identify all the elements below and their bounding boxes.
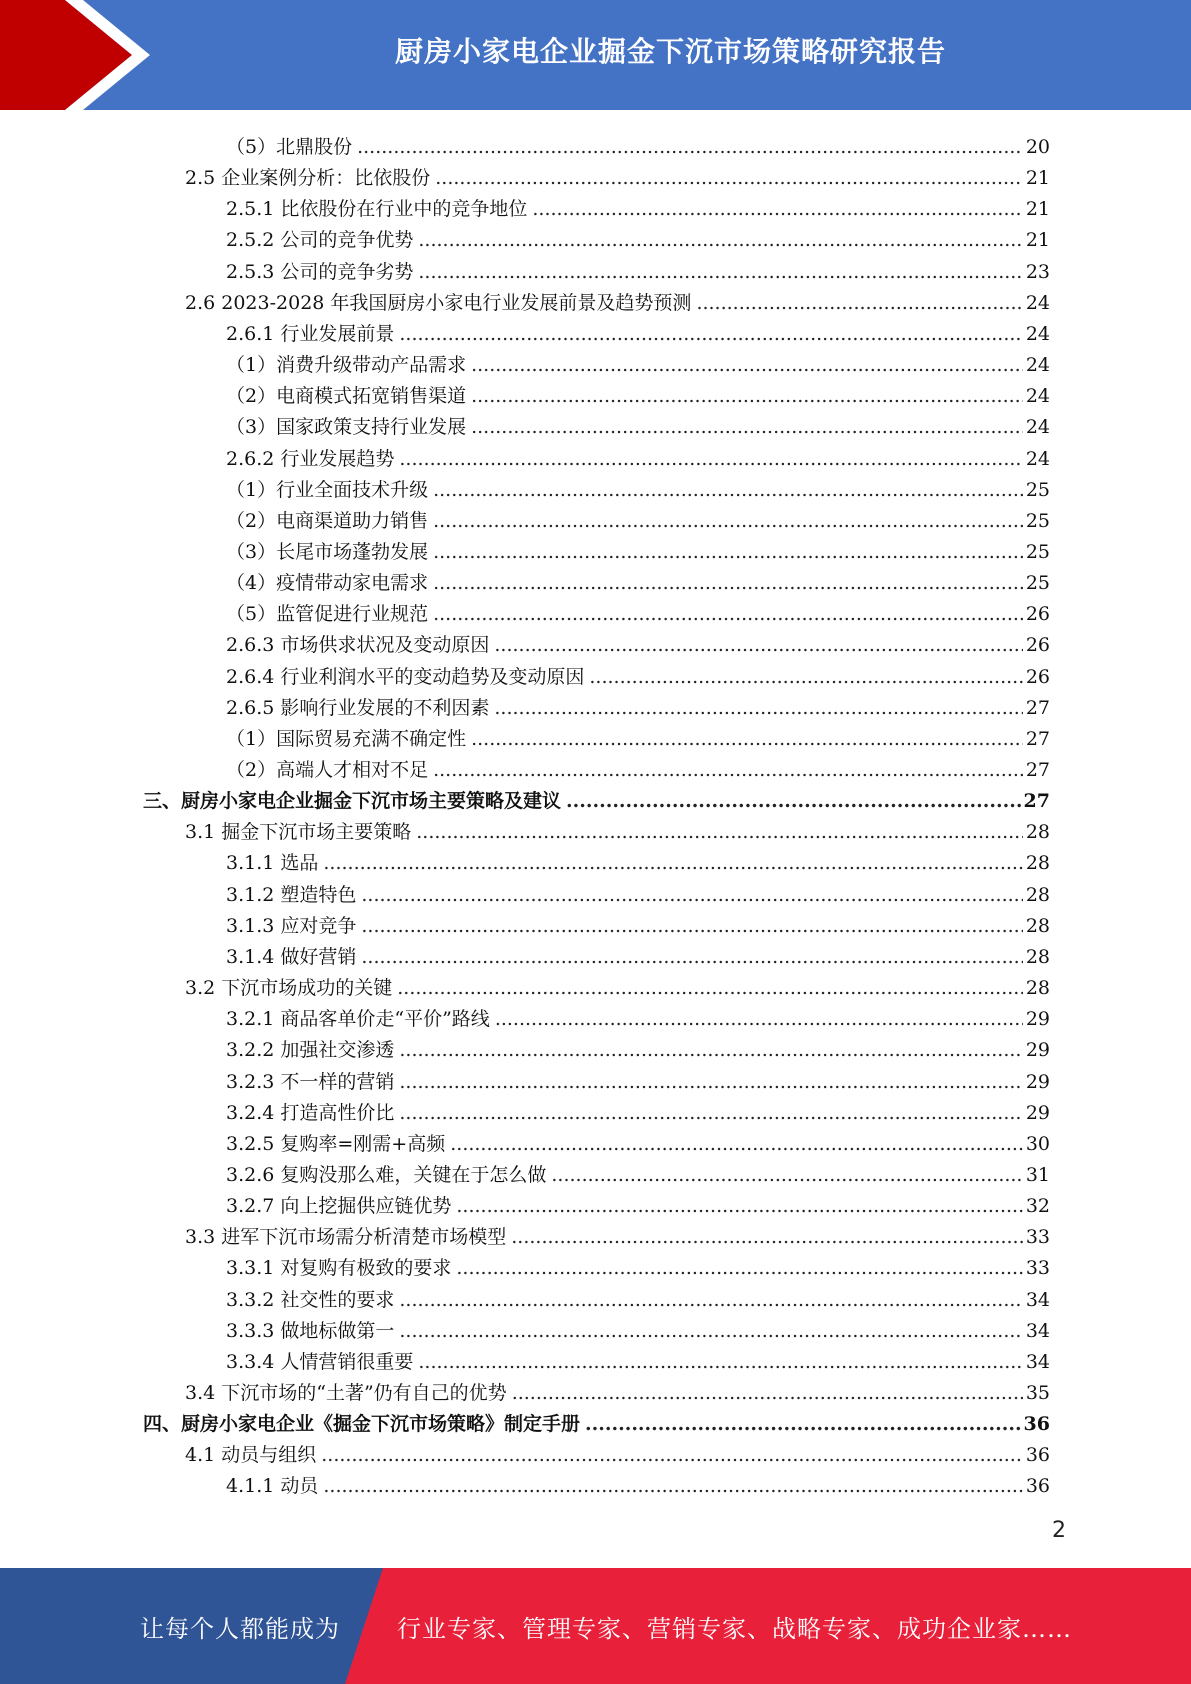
toc-leader-dots [494,696,1022,720]
toc-entry-page: 24 [1025,385,1050,408]
toc-leader-dots [361,914,1022,938]
toc-entry[interactable] [226,938,1050,969]
footer-slogan: 让每个人都能成为 [140,1614,340,1643]
toc-entry[interactable] [143,782,1050,813]
toc-leader-dots [399,322,1022,346]
toc-entry-title: （4）疫情带动家电需求 [226,572,429,595]
toc-entry-title: 2.5.3 公司的竞争劣势 [226,260,414,283]
toc-entry[interactable] [226,1281,1050,1312]
toc-entry-title: （1）国际贸易充满不确定性 [226,727,467,750]
toc-entry-page: 36 [1025,1444,1050,1467]
toc-leader-dots [512,1381,1023,1405]
toc-entry[interactable] [226,1000,1050,1031]
toc-entry-title: 3.3 进军下沉市场需分析清楚市场模型 [185,1226,507,1249]
toc-leader-dots [418,228,1022,252]
toc-entry-title: （3）长尾市场蓬勃发展 [226,540,429,563]
toc-entry[interactable] [226,720,1050,751]
toc-entry-title: 2.6.3 市场供求状况及变动原因 [226,634,490,657]
toc-leader-dots [456,1256,1022,1280]
toc-entry-page: 29 [1025,1039,1050,1062]
toc-entry-page: 21 [1025,198,1050,221]
toc-leader-dots [471,415,1023,439]
toc-leader-dots [511,1225,1023,1249]
toc-entry[interactable] [226,844,1050,875]
toc-entry[interactable] [226,1094,1050,1125]
toc-entry-page: 31 [1025,1163,1050,1186]
toc-entry-title: 2.6 2023-2028 年我国厨房小家电行业发展前景及趋势预测 [185,291,692,314]
toc-entry-page: 36 [1023,1413,1050,1436]
toc-entry-page: 21 [1025,167,1050,190]
toc-entry-title: 3.2.7 向上挖掘供应链优势 [226,1195,452,1218]
toc-leader-dots [450,1132,1023,1156]
footer-roles: 行业专家、管理专家、营销专家、战略专家、成功企业家…… [397,1614,1072,1643]
toc-entry-title: 3.2.2 加强社交渗透 [226,1039,395,1062]
toc-entry[interactable] [226,626,1050,657]
toc-leader-dots [551,1163,1022,1187]
toc-entry-title: 3.2.5 复购率=刚需+高频 [226,1132,446,1155]
page-number: 2 [1052,1518,1066,1543]
toc-entry-page: 25 [1025,509,1050,532]
toc-entry-page: 28 [1025,883,1050,906]
toc-entry[interactable] [226,128,1050,159]
toc-leader-dots [471,353,1023,377]
toc-entry-page: 27 [1025,759,1050,781]
toc-entry[interactable] [226,876,1050,907]
toc-entry[interactable] [226,564,1050,595]
toc-entry-page: 33 [1025,1257,1050,1280]
toc-entry[interactable] [226,440,1050,471]
toc-entry-page: 29 [1025,1070,1050,1093]
toc-leader-dots [471,384,1023,408]
toc-entry[interactable] [226,315,1050,346]
toc-entry-title: 3.2.1 商品客单价走“平价”路线 [226,1008,490,1031]
toc-entry[interactable] [226,1187,1050,1218]
toc-entry[interactable] [185,159,1050,190]
toc-leader-dots [397,976,1023,1000]
toc-entry[interactable] [226,751,1050,782]
toc-entry-title: 2.6.2 行业发展趋势 [226,447,395,470]
toc-entry[interactable] [226,689,1050,720]
toc-entry-page: 35 [1025,1382,1050,1404]
toc-entry-page: 21 [1025,229,1050,252]
toc-entry-title: （2）高端人才相对不足 [226,759,429,781]
toc-leader-dots [399,1101,1022,1125]
toc-entry[interactable] [226,1125,1050,1156]
toc-entry-page: 28 [1025,914,1050,937]
toc-entry[interactable] [226,253,1050,284]
toc-entry-title: 3.2.4 打造高性价比 [226,1101,395,1124]
toc-leader-dots [399,1070,1022,1094]
toc-entry-page: 28 [1025,821,1050,844]
toc-entry-page: 27 [1025,727,1050,750]
toc-entry-page: 27 [1023,790,1050,813]
toc-entry-title: 2.5.2 公司的竞争优势 [226,229,414,252]
toc-leader-dots [696,291,1022,315]
toc-entry-page: 26 [1025,665,1050,688]
toc-entry-title: 3.2.6 复购没那么难，关键在于怎么做 [226,1163,547,1186]
toc-entry-title: 三、厨房小家电企业掘金下沉市场主要策略及建议 [143,790,562,813]
toc-leader-dots [361,945,1022,969]
toc-leader-dots [399,1288,1022,1312]
toc-entry-title: 3.3.3 做地标做第一 [226,1319,395,1342]
toc-leader-dots [323,851,1022,875]
toc-entry-title: （5）监管促进行业规范 [226,603,429,626]
toc-leader-dots [456,1194,1022,1218]
toc-entry-title: 3.2 下沉市场成功的关键 [185,977,393,1000]
toc-entry-page: 32 [1025,1195,1050,1218]
toc-entry-title: （3）国家政策支持行业发展 [226,416,467,439]
toc-entry-title: 2.6.1 行业发展前景 [226,322,395,345]
toc-entry-title: （2）电商模式拓宽销售渠道 [226,385,467,408]
toc-leader-dots [399,1319,1022,1343]
toc-entry-page: 20 [1025,136,1050,158]
toc-leader-dots [435,166,1023,190]
toc-leader-dots [321,1443,1023,1467]
toc-entry-page: 36 [1025,1475,1050,1498]
toc-leader-dots [357,135,1023,159]
toc-entry-page: 28 [1025,945,1050,968]
toc-leader-dots [433,602,1023,626]
toc-entry-title: 3.1.2 塑造特色 [226,883,357,906]
page-header [0,0,1191,110]
toc-entry[interactable] [226,533,1050,564]
page-footer [0,1568,1191,1684]
toc-leader-dots [416,820,1023,844]
toc-entry[interactable] [226,377,1050,408]
toc-entry-title: 2.6.5 影响行业发展的不利因素 [226,696,490,719]
toc-entry-title: 3.3.2 社交性的要求 [226,1288,395,1311]
toc-entry-title: 3.1.1 选品 [226,852,319,875]
toc-entry-page: 30 [1025,1132,1050,1155]
toc-entry-title: 3.2.3 不一样的营销 [226,1070,395,1093]
header-title: 厨房小家电企业掘金下沉市场策略研究报告 [394,35,946,68]
toc-entry-title: 3.4 下沉市场的“土著”仍有自己的优势 [185,1382,507,1404]
toc-entry-title: （2）电商渠道助力销售 [226,509,429,532]
toc-entry-title: 四、厨房小家电企业《掘金下沉市场策略》制定手册 [143,1413,581,1436]
toc-entry[interactable] [226,190,1050,221]
toc-leader-dots [589,665,1022,689]
toc-entry-page: 24 [1025,447,1050,470]
toc-leader-dots [323,1474,1022,1498]
toc-entry-title: （1）行业全面技术升级 [226,478,429,501]
toc-entry[interactable] [226,595,1050,626]
toc-entry[interactable] [185,1374,1050,1405]
toc-entry[interactable] [226,221,1050,252]
toc-entry-page: 25 [1025,540,1050,563]
toc-leader-dots [433,540,1023,564]
toc-entry[interactable] [226,502,1050,533]
toc-entry[interactable] [226,1312,1050,1343]
toc-leader-dots [566,789,1021,813]
toc-leader-dots [494,633,1022,657]
toc-entry-page: 24 [1025,322,1050,345]
toc-entry[interactable] [226,408,1050,439]
toc-entry-title: 4.1 动员与组织 [185,1444,317,1467]
toc-entry[interactable] [226,1467,1050,1498]
toc-leader-dots [532,197,1022,221]
toc-entry-page: 23 [1025,260,1050,283]
toc-entry-page: 24 [1025,416,1050,439]
toc-entry-page: 34 [1025,1350,1050,1373]
toc-entry-title: 2.5 企业案例分析：比依股份 [185,167,431,190]
toc-entry[interactable] [226,471,1050,502]
toc-entry[interactable] [226,658,1050,689]
toc-entry-page: 34 [1025,1319,1050,1342]
toc-entry[interactable] [185,1436,1050,1467]
toc-entry-title: 2.6.4 行业利润水平的变动趋势及变动原因 [226,665,585,688]
toc-entry-title: 3.3.4 人情营销很重要 [226,1350,414,1373]
toc-entry-page: 29 [1025,1008,1050,1031]
toc-entry[interactable] [226,1063,1050,1094]
toc-entry[interactable] [226,1156,1050,1187]
toc-entry[interactable] [185,284,1050,315]
toc-entry[interactable] [143,1405,1050,1436]
toc-entry[interactable] [226,346,1050,377]
toc-entry[interactable] [226,1031,1050,1062]
toc-leader-dots [433,571,1023,595]
toc-entry-page: 33 [1025,1226,1050,1249]
toc-entry-page: 27 [1025,696,1050,719]
toc-entry-page: 25 [1025,572,1050,595]
toc-entry[interactable] [226,1249,1050,1280]
toc-entry-page: 28 [1025,852,1050,875]
toc-entry-page: 25 [1025,478,1050,501]
toc-entry-title: 3.1.3 应对竞争 [226,914,357,937]
toc-entry-page: 26 [1025,634,1050,657]
toc-entry-page: 29 [1025,1101,1050,1124]
toc-entry-title: 2.5.1 比依股份在行业中的竞争地位 [226,198,528,221]
toc-leader-dots [399,1038,1022,1062]
toc-leader-dots [433,478,1023,502]
toc-leader-dots [418,260,1022,284]
toc-entry-page: 34 [1025,1288,1050,1311]
toc-entry-title: （5）北鼎股份 [226,136,353,158]
toc-entry-page: 28 [1025,977,1050,1000]
toc-entry[interactable] [226,1343,1050,1374]
toc-leader-dots [433,758,1023,782]
toc-leader-dots [433,509,1023,533]
toc-leader-dots [361,883,1022,907]
toc-entry-title: 3.1 掘金下沉市场主要策略 [185,821,412,844]
toc-leader-dots [585,1412,1021,1436]
toc-entry-page: 24 [1025,354,1050,377]
toc-entry-page: 24 [1025,291,1050,314]
toc-entry-title: 4.1.1 动员 [226,1475,319,1498]
toc-leader-dots [471,727,1023,751]
toc-entry[interactable] [226,907,1050,938]
toc-entry-page: 26 [1025,603,1050,626]
toc-entry[interactable] [185,969,1050,1000]
toc-entry-title: 3.3.1 对复购有极致的要求 [226,1257,452,1280]
toc-leader-dots [495,1007,1023,1031]
toc-entry[interactable] [185,813,1050,844]
toc-entry-title: （1）消费升级带动产品需求 [226,354,467,377]
toc-entry-title: 3.1.4 做好营销 [226,945,357,968]
toc-leader-dots [399,447,1022,471]
toc-entry[interactable] [185,1218,1050,1249]
toc-leader-dots [418,1350,1022,1374]
